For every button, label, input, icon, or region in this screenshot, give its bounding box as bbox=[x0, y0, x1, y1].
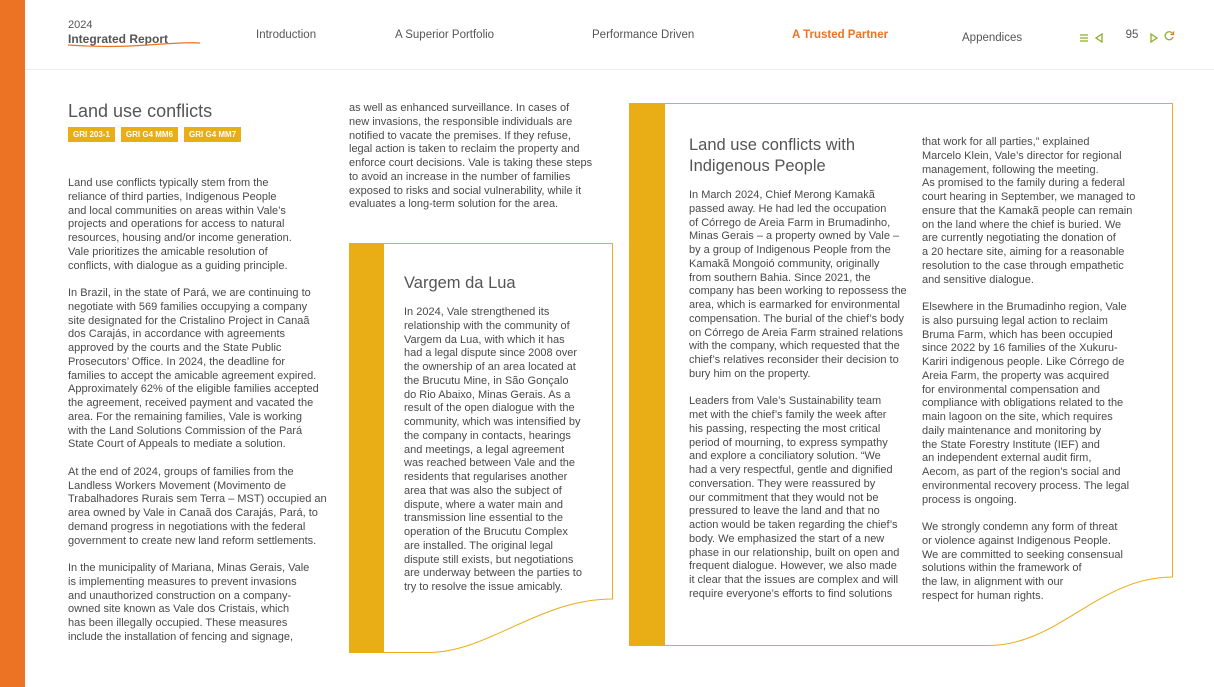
text-line: Approximately 62% of the eligible families accepted bbox=[68, 383, 319, 396]
text-line: had a legal dispute since 2008 over bbox=[404, 347, 578, 360]
text-line: In March 2024, Chief Merong Kamakã bbox=[689, 189, 875, 201]
paragraph bbox=[689, 189, 907, 382]
text-line: since 2022 by 16 families of the Xukuru- bbox=[922, 342, 1118, 355]
text-line: area, which is earmarked for environmental bbox=[689, 299, 900, 311]
text-line: or violence against Indigenous People. bbox=[922, 534, 1111, 547]
menu-icon[interactable] bbox=[1079, 30, 1089, 48]
text-line: Kamakã Mongoió community, originally bbox=[689, 257, 880, 270]
text-line: negotiate with 569 families occupying a company bbox=[68, 300, 308, 313]
text-line: body. We emphasized the start of a new bbox=[689, 532, 885, 545]
indigenous-col2-text bbox=[922, 136, 1135, 604]
text-line: to avoid an increase in the number of families bbox=[349, 170, 571, 183]
text-line: as well as enhanced surveillance. In cases of bbox=[349, 102, 570, 114]
paragraph bbox=[349, 102, 592, 212]
vargem-box-accent bbox=[349, 243, 384, 653]
text-line: Areia Farm, the property was acquired bbox=[922, 369, 1110, 382]
page-number: 95 bbox=[1125, 29, 1139, 41]
text-line: frequent dialogue. However, we also made bbox=[689, 560, 897, 573]
paragraph bbox=[404, 306, 582, 595]
text-line: and local communities on areas within Vale’s bbox=[68, 204, 286, 217]
text-line: In Brazil, in the state of Pará, we are continuing to bbox=[68, 287, 311, 299]
text-line: is also pursuing legal action to reclaim bbox=[922, 314, 1108, 327]
text-line: Land use conflicts typically stem from the bbox=[68, 177, 269, 189]
gri-badge[interactable]: GRI G4 MM7 bbox=[184, 127, 241, 142]
text-line: In 2024, Vale strengthened its bbox=[404, 306, 550, 318]
indigenous-box-title bbox=[689, 135, 855, 177]
text-line: ensure that the Kamakã people can remain bbox=[922, 204, 1133, 217]
text-line: Minas Gerais – a property owned by Vale – bbox=[689, 230, 900, 243]
text-line: families to accept the amicable agreement expired. bbox=[68, 369, 317, 382]
prev-page-icon[interactable] bbox=[1094, 30, 1104, 48]
text-line: are underway between the parties to bbox=[404, 567, 582, 580]
indigenous-box-accent bbox=[629, 103, 665, 646]
paragraph bbox=[922, 521, 1135, 604]
text-line: government to create new land reform settlements. bbox=[68, 534, 317, 547]
text-line: resources, housing and/or income generation. bbox=[68, 232, 292, 244]
text-line: As promised to the family during a federal bbox=[922, 177, 1125, 190]
paragraph bbox=[922, 301, 1135, 507]
text-line: exposed to risks and social vulnerability, while it bbox=[349, 184, 582, 197]
text-line: require everyone’s efforts to find solutions bbox=[689, 587, 893, 600]
text-line: by a group of Indigenous People from the bbox=[689, 244, 891, 256]
text-line: site designated for the Cristalino Project in Canaã bbox=[68, 314, 310, 327]
paragraph bbox=[68, 466, 327, 549]
text-line: Kariri indigenous people. Like Córrego de bbox=[922, 356, 1125, 368]
text-line: the agreement, received payment and vacated the bbox=[68, 397, 314, 409]
text-line: notified to vacate the premises. If they refuse, bbox=[349, 129, 571, 142]
text-line: Vargem da Lua, with which it has bbox=[404, 333, 565, 346]
text-line: new invasions, the responsible individuals are bbox=[349, 115, 573, 128]
text-line: and unauthorized construction on a company- bbox=[68, 589, 292, 602]
text-line: dispute still exists, but negotiations bbox=[404, 553, 574, 566]
nav-superior-portfolio[interactable]: A Superior Portfolio bbox=[395, 29, 495, 41]
page-navigator bbox=[1079, 29, 1179, 43]
report-title: Integrated Report bbox=[68, 32, 169, 46]
text-line: respect for human rights. bbox=[922, 589, 1044, 602]
text-line: the law, in alignment with our bbox=[922, 576, 1064, 588]
paragraph bbox=[68, 287, 327, 452]
vargem-box-text bbox=[404, 306, 582, 595]
text-line: community, which was intensified by bbox=[404, 416, 581, 428]
text-line: it clear that the issues are complex and will bbox=[689, 574, 899, 586]
text-line: is implementing measures to prevent invasions bbox=[68, 575, 297, 588]
refresh-icon[interactable] bbox=[1163, 29, 1175, 47]
text-line: that work for all parties,” explained bbox=[922, 136, 1090, 148]
text-line: operation of the Brucutu Complex bbox=[404, 526, 568, 538]
text-line: transmission line essential to the bbox=[404, 512, 563, 525]
text-line: had a very respectful, gentle and dignified bbox=[689, 464, 893, 476]
text-line: bury him on the property. bbox=[689, 367, 811, 380]
text-line: conversation. They were reassured by bbox=[689, 477, 876, 490]
section-title: Land use conflicts bbox=[68, 101, 213, 121]
text-line: residents that regularises another bbox=[404, 471, 568, 483]
text-line: dispute, where a water main and bbox=[404, 498, 563, 511]
paragraph bbox=[68, 177, 327, 273]
text-line: and meetings, a legal agreement bbox=[404, 443, 565, 456]
text-line: a 20 hectare site, aiming for a reasonable bbox=[922, 246, 1125, 258]
text-line: met with the chief’s family the week after bbox=[689, 409, 887, 421]
text-line: the Brucutu Mine, in São Gonçalo bbox=[404, 374, 569, 387]
text-line: area owned by Vale in Canaã dos Carajás, Pará, to bbox=[68, 507, 318, 519]
text-line: the State Forestry Institute (IEF) and bbox=[922, 438, 1100, 451]
gri-badge[interactable]: GRI G4 MM6 bbox=[121, 127, 178, 142]
text-line: area. For the remaining families, Vale is working bbox=[68, 410, 302, 423]
text-line: phase in our relationship, built on open and bbox=[689, 546, 900, 559]
indigenous-col1-text bbox=[689, 189, 907, 602]
text-line: of Córrego de Areia Farm in Brumadinho, bbox=[689, 216, 891, 229]
text-line: legal action is taken to reclaim the property and bbox=[349, 143, 580, 156]
text-line: Bruma Farm, which has been occupied bbox=[922, 328, 1113, 341]
paragraph bbox=[68, 562, 327, 645]
indigenous-title-line: Land use conflicts with bbox=[689, 136, 856, 154]
left-accent-bar bbox=[0, 0, 25, 687]
text-line: Elsewhere in the Brumadinho region, Vale bbox=[922, 301, 1127, 313]
report-brand[interactable] bbox=[68, 19, 168, 46]
text-line: action would be taken regarding the chief’s bbox=[689, 519, 898, 531]
text-line: Marcelo Klein, Vale’s director for regional bbox=[922, 149, 1122, 162]
text-line: our commitment that they would not be bbox=[689, 491, 879, 504]
text-line: are installed. The original legal bbox=[404, 539, 553, 552]
text-line: for environmental compensation and bbox=[922, 383, 1100, 396]
report-year: 2024 bbox=[68, 19, 93, 31]
text-line: Landless Workers Movement (Movimento de bbox=[68, 479, 287, 492]
text-line: We strongly condemn any form of threat bbox=[922, 521, 1118, 533]
text-line: In the municipality of Mariana, Minas Gerais, Vale bbox=[68, 562, 310, 574]
text-line: on the land where the chief is buried. We bbox=[922, 218, 1122, 231]
text-line: has been illegally occupied. These measures bbox=[68, 617, 288, 629]
paragraph bbox=[689, 395, 907, 601]
brand-swoosh-icon bbox=[68, 41, 203, 49]
text-line: do Rio Abaixo, Minas Gerais. As a bbox=[404, 388, 571, 401]
text-line: and sensitive dialogue. bbox=[922, 273, 1034, 286]
gri-badge[interactable]: GRI 203-1 bbox=[68, 127, 115, 142]
text-line: We are committed to seeking consensual bbox=[922, 548, 1123, 561]
text-line: Leaders from Vale’s Sustainability team bbox=[689, 395, 882, 408]
text-line: environmental recovery process. The legal bbox=[922, 479, 1130, 492]
text-line: on Córrego de Areia Farm strained relations bbox=[689, 326, 903, 339]
text-line: State Court of Appeals to mediate a solution. bbox=[68, 438, 286, 451]
text-line: Trabalhadores Rurais sem Terra – MST) occupied an bbox=[68, 493, 327, 506]
text-line: reliance of third parties, Indigenous People bbox=[68, 190, 277, 203]
text-line: Vale prioritizes the amicable resolution of bbox=[68, 245, 268, 258]
text-line: At the end of 2024, groups of families from the bbox=[68, 465, 294, 478]
text-line: the ownership of an area located at bbox=[404, 361, 576, 373]
text-line: chief’s relatives reconsider their decision to bbox=[689, 354, 899, 366]
text-line: resolution to the case through empathetic bbox=[922, 259, 1124, 272]
vargem-box-title: Vargem da Lua bbox=[404, 274, 516, 292]
text-line: try to resolve the issue amicably. bbox=[404, 581, 563, 593]
text-line: compliance with obligations related to the bbox=[922, 397, 1124, 410]
text-line: with the company, which requested that the bbox=[689, 340, 900, 353]
text-line: with the Land Solutions Commission of the Pará bbox=[68, 424, 303, 437]
nav-introduction[interactable]: Introduction bbox=[256, 29, 317, 41]
text-line: enforce court decisions. Vale is taking these steps bbox=[349, 157, 593, 169]
text-line: management, following the meeting. bbox=[922, 163, 1099, 176]
text-line: and explore a conciliatory solution. “We bbox=[689, 450, 881, 463]
text-line: company has been working to repossess the bbox=[689, 285, 907, 298]
text-line: from southern Bahia. Since 2021, the bbox=[689, 271, 871, 284]
text-line: Prosecutors’ Office. In 2024, the deadline for bbox=[68, 355, 286, 368]
text-line: area that was also the subject of bbox=[404, 484, 562, 497]
nav-appendices[interactable]: Appendices bbox=[962, 32, 1023, 44]
text-line: his passing, respecting the most critical bbox=[689, 422, 881, 435]
text-line: approved by the courts and the State Public bbox=[68, 342, 282, 354]
text-line: evaluates a long-term solution for the area. bbox=[349, 198, 559, 211]
nav-trusted-partner[interactable]: A Trusted Partner bbox=[792, 29, 889, 41]
text-line: include the installation of fencing and signage, bbox=[68, 630, 294, 643]
left-column-text bbox=[68, 177, 327, 645]
text-line: projects and operations for access to natural bbox=[68, 218, 285, 231]
text-line: solutions within the framework of bbox=[922, 562, 1082, 575]
text-line: dos Carajás, in accordance with agreements bbox=[68, 328, 286, 341]
text-line: court hearing in September, we managed to bbox=[922, 191, 1136, 203]
text-line: demand progress in negotiations with the federal bbox=[68, 520, 306, 533]
text-line: pressured to leave the land and that no bbox=[689, 505, 880, 518]
gri-badges bbox=[68, 127, 241, 142]
text-line: was reached between Vale and the bbox=[404, 457, 576, 470]
text-line: passed away. He had led the occupation bbox=[689, 202, 887, 215]
text-line: process is ongoing. bbox=[922, 493, 1017, 506]
text-line: the company in contacts, hearings bbox=[404, 429, 571, 442]
indigenous-title-line: Indigenous People bbox=[689, 157, 826, 175]
text-line: conflicts, with dialogue as a guiding principle. bbox=[68, 259, 288, 272]
paragraph bbox=[922, 136, 1135, 287]
text-line: main lagoon on the site, which requires bbox=[922, 411, 1113, 423]
text-line: daily maintenance and monitoring by bbox=[922, 424, 1102, 437]
text-line: relationship with the community of bbox=[404, 319, 570, 332]
nav-performance-driven[interactable]: Performance Driven bbox=[592, 29, 695, 41]
middle-column-text bbox=[349, 102, 592, 212]
text-line: an independent external audit firm, bbox=[922, 452, 1092, 465]
text-line: owned site known as Vale dos Cristais, which bbox=[68, 603, 290, 616]
text-line: compensation. The burial of the chief’s body bbox=[689, 312, 905, 325]
next-page-icon[interactable] bbox=[1149, 30, 1159, 48]
text-line: result of the open dialogue with the bbox=[404, 402, 575, 415]
text-line: are currently negotiating the donation of bbox=[922, 232, 1116, 245]
text-line: period of mourning, to express sympathy bbox=[689, 436, 888, 449]
text-line: Aecom, as part of the region’s social and bbox=[922, 466, 1121, 478]
